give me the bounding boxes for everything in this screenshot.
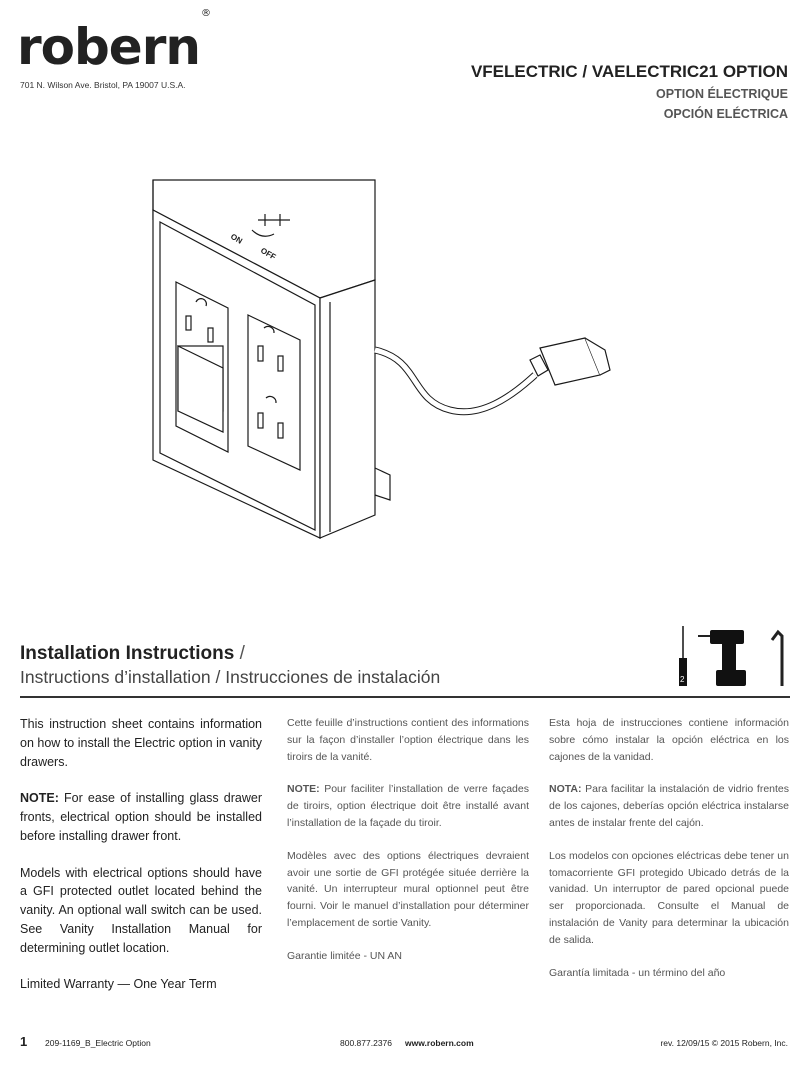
- required-tools-icon: [672, 622, 792, 690]
- french-note: [287, 781, 529, 831]
- spanish-column: [549, 715, 789, 997]
- english-note-text: For ease of installing glass drawer fronts, electrical option should be installed before installing drawer front.: [20, 791, 262, 843]
- subtitle-spanish: OPCIÓN ELÉCTRICA: [663, 107, 788, 122]
- installation-heading: [20, 643, 440, 688]
- french-column: [287, 715, 529, 981]
- electrical-outlet-illustration: [140, 170, 620, 550]
- french-models: Modèles avec des options électriques devraient avoir une sortie de GFI protégée située derrière la vanité. Un interrupteur mural optionnel peut être fourni. Voir le manuel d’installation pour déterminer l’emplacement de sortie Vanity.: [287, 849, 529, 929]
- french-note-text: Pour faciliter l’installation de verre façades de tiroirs, option électrique doit être installé avant l’installation de la façade du tiroir.: [287, 783, 529, 829]
- spanish-note: [549, 781, 789, 831]
- spanish-intro: Esta hoja de instrucciones contiene información sobre cómo instalar la opción eléctrica en los cajones de la vanidad.: [549, 717, 789, 763]
- subtitle-french: OPTION ÉLECTRIQUE: [656, 87, 788, 101]
- screwdriver-icon: [679, 626, 687, 686]
- registered-mark: ®: [200, 8, 210, 20]
- drill-icon: [698, 630, 746, 686]
- document-id: 209-1169_B_Electric Option: [45, 1038, 151, 1048]
- document-title-block: [471, 62, 788, 123]
- spanish-warranty: Garantía limitada - un término del año: [549, 966, 726, 979]
- robern-logo: [17, 8, 210, 76]
- english-column: [20, 715, 262, 1012]
- spanish-note-label: NOTA:: [549, 783, 582, 796]
- title-separator: /: [239, 643, 245, 664]
- english-models: Models with electrical options should have a GFI protected outlet located behind the vanity. An optional wall switch can be used. See Vanity Installation Manual for determining outlet location.: [20, 865, 262, 955]
- spanish-note-text: Para facilitar la instalación de vidrio frentes de los cajones, deberías opción eléctrica instalarse antes de instalar frente del cajón.: [549, 783, 789, 829]
- phone-number: 800.877.2376: [340, 1038, 392, 1048]
- english-intro: This instruction sheet contains information on how to install the Electric option in vanity drawers.: [20, 717, 262, 769]
- page-number: 1: [20, 1034, 28, 1049]
- website-link[interactable]: www.robern.com: [405, 1038, 474, 1048]
- english-note: [20, 789, 262, 845]
- switch-on-label: ON: [229, 231, 244, 246]
- power-plug: [530, 338, 610, 385]
- french-warranty: Garantie limitée - UN AN: [287, 949, 402, 962]
- french-intro: Cette feuille d’instructions contient des informations sur la façon d’installer l’option électrique dans les tiroirs de la vanité.: [287, 717, 529, 763]
- switch-off-label: OFF: [259, 245, 278, 262]
- page-footer: [0, 1036, 808, 1052]
- installation-title: Installation Instructions: [20, 643, 235, 664]
- installation-subtitle: Instructions d’installation / Instrucciones de instalación: [20, 667, 441, 687]
- logo-text: robern: [17, 18, 200, 76]
- document-title: VFELECTRIC / VAELECTRIC21 OPTION: [470, 62, 788, 81]
- french-note-label: NOTE:: [287, 783, 320, 796]
- revision-info: rev. 12/09/15 © 2015 Robern, Inc.: [660, 1038, 788, 1048]
- screwdriver-size-label: 2: [680, 675, 685, 684]
- allen-key-icon: [772, 632, 782, 686]
- english-note-label: NOTE:: [20, 791, 59, 806]
- section-divider: [20, 696, 790, 698]
- company-address: 701 N. Wilson Ave. Bristol, PA 19007 U.S.A.: [20, 80, 186, 90]
- english-warranty: Limited Warranty — One Year Term: [20, 977, 217, 992]
- spanish-models: Los modelos con opciones eléctricas debe tener un tomacorriente GFI protegido Ubicado detrás de la vanidad. Un interruptor de pared opcional puede ser proporcionada. Consulte el Manual de instalación de Vanity para determinar la ubicación de salida.: [549, 849, 789, 946]
